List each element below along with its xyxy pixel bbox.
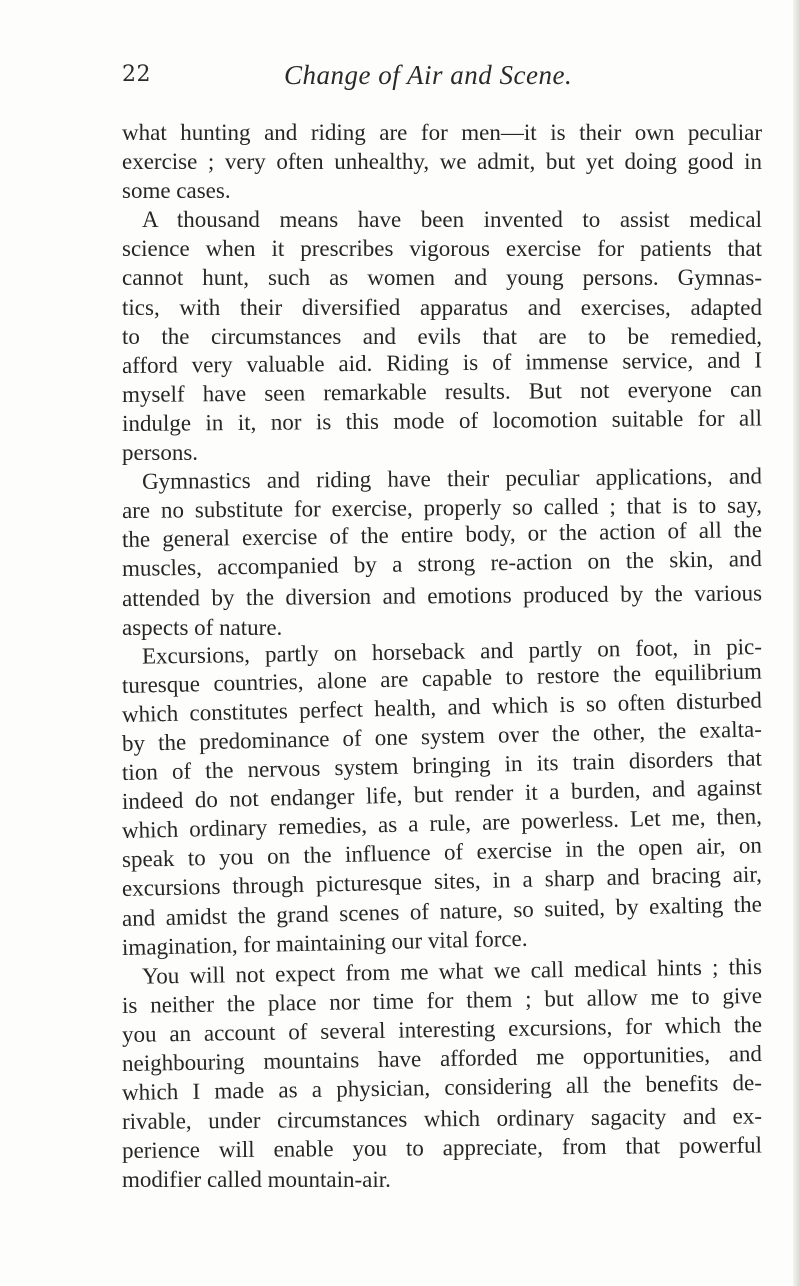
- text-line: tion of the nervous system bringing in its train disorders that: [121, 745, 763, 786]
- text-line: indeed do not endanger life, but render it a burden, and against: [121, 774, 763, 815]
- text-line: tics, with their diversified apparatus and exercises, adapted: [122, 294, 762, 320]
- text-line: A thousand means have been invented to assist medical: [142, 207, 762, 233]
- text-line: and amidst the grand scenes of nature, so suited, by exalting the: [121, 891, 763, 931]
- running-title: Change of Air and Scene.: [284, 60, 573, 90]
- text-line: imagination, for maintaining our vital force.: [121, 925, 528, 960]
- text-line: by the predominance of one system over the other, the exalta-: [121, 716, 763, 756]
- text-line: excursions through picturesque sites, in a sharp and bracing air,: [121, 861, 763, 902]
- text-line: which ordinary remedies, as a rule, are powerless. Let me, then,: [121, 803, 763, 844]
- text-line: rivable, under circumstances which ordinary sagacity and ex-: [121, 1103, 763, 1135]
- text-line: Gymnastics and riding have their peculiar applications, and: [141, 463, 763, 494]
- text-line: what hunting and riding are for men—it is their own peculiar: [122, 120, 762, 145]
- text-line: you an account of several interesting excursions, for which the: [121, 1011, 763, 1047]
- text-line: muscles, accompanied by a strong re-action on the skin, and: [121, 546, 763, 582]
- text-line: to the circumstances and evils that are to be remedied,: [122, 323, 762, 349]
- text-line: is neither the place nor time for them ; but allow me to give: [121, 982, 763, 1018]
- text-line: cannot hunt, such as women and young persons. Gymnas-: [122, 265, 762, 291]
- text-line: which I made as a physician, considering all the benefits de-: [121, 1070, 763, 1106]
- text-line: exercise ; very often unhealthy, we admit, but yet doing good in: [122, 149, 762, 175]
- text-line: are no substitute for exercise, properly so called ; that is to say,: [121, 492, 763, 524]
- body-text: [122, 118, 762, 1194]
- text-line: aspects of nature.: [122, 614, 283, 640]
- text-line: some cases.: [122, 178, 231, 204]
- text-line: perience will enable you to appreciate, from that powerful: [121, 1132, 763, 1164]
- text-line: attended by the diversion and emotions produced by the various: [121, 579, 763, 611]
- text-line: science when it prescribes vigorous exercise for patients that: [122, 236, 762, 262]
- text-line: indulge in it, nor is this mode of locomotion suitable for all: [121, 405, 763, 436]
- text-line: You will not expect from me what we call medical hints ; this: [141, 953, 763, 989]
- page-header: [122, 60, 742, 100]
- text-line: Excursions, partly on horseback and partly on foot, in pic-: [141, 633, 763, 669]
- text-line: which constitutes perfect health, and which is so often disturbed: [121, 687, 763, 727]
- text-line: persons.: [122, 440, 199, 466]
- text-line: myself have seen remarkable results. But not everyone can: [121, 376, 763, 407]
- text-line: speak to you on the influence of exercise in the open air, on: [121, 832, 763, 873]
- text-line: turesque countries, alone are capable to restore the equilibrium: [121, 658, 763, 698]
- text-line: the general exercise of the entire body, or the action of all the: [121, 517, 763, 553]
- text-line: neighbouring mountains have afforded me opportunities, and: [121, 1040, 763, 1076]
- text-line: modifier called mountain-air.: [122, 1167, 391, 1193]
- text-line: afford very valuable aid. Riding is of immense service, and I: [121, 347, 763, 378]
- page-number: 22: [122, 62, 151, 87]
- page-edge: [793, 0, 800, 1286]
